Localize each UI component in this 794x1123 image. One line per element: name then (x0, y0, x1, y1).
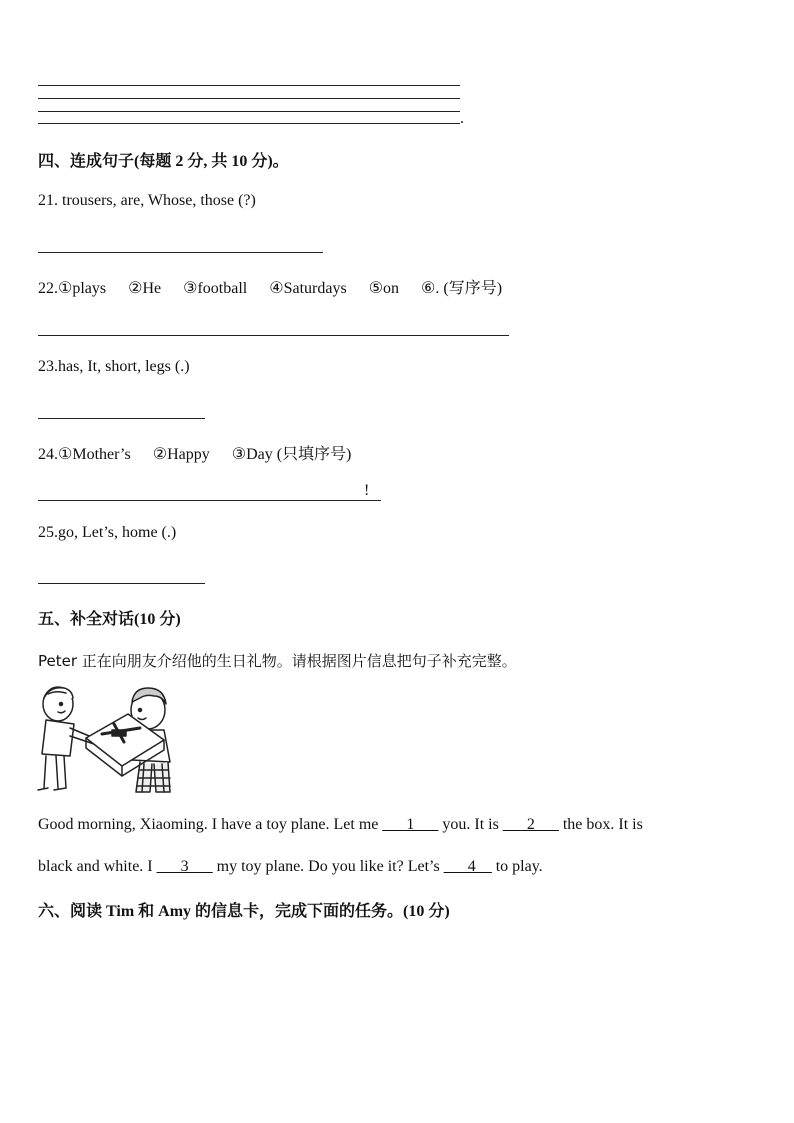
dialogue-1-part-c: the box. It is (558, 816, 643, 833)
answer-line-2 (38, 98, 460, 99)
blank-2[interactable]: ___2___ (502, 816, 559, 833)
answer-line-22[interactable] (38, 335, 509, 336)
answer-line-25[interactable] (38, 583, 205, 584)
section5-instruction: Peter 正在向朋友介绍他的生日礼物。请根据图片信息把句子补充完整。 (38, 652, 517, 670)
question-24-number: 24. (38, 446, 58, 463)
answer-line-end-period: . (460, 110, 464, 127)
question-22-number: 22. (38, 280, 58, 297)
question-23: 23.has, It, short, legs (.) (38, 358, 190, 375)
boys-with-toy-plane-box (36, 684, 186, 800)
dialogue-1-part-a: Good morning, Xiaoming. I have a toy plane. Let me (38, 816, 383, 833)
section4-title: 四、连成句子(每题 2 分, 共 10 分)。 (38, 153, 289, 170)
q22-item-1: ①plays (58, 280, 107, 297)
blank-3[interactable]: ___3___ (156, 858, 213, 875)
q24-item-2: ②Happy (152, 446, 210, 463)
question-22 (38, 275, 502, 298)
question-24 (38, 441, 351, 464)
blank-1[interactable]: ___1___ (382, 816, 439, 833)
section5-title: 五、补全对话(10 分) (38, 611, 181, 628)
blank-4[interactable]: ___4__ (443, 858, 492, 875)
answer-line-3 (38, 111, 460, 112)
dialogue-line-2 (38, 858, 543, 876)
question-25: 25.go, Let’s, home (.) (38, 524, 177, 541)
q24-item-3: ③Day (只填序号) (231, 446, 352, 463)
dialogue-2-part-a: black and white. I (38, 858, 157, 875)
answer-line-21[interactable] (38, 252, 323, 253)
dialogue-line-1 (38, 816, 643, 834)
answer-line-24-exclamation: ! (364, 482, 370, 499)
q24-item-1: ①Mother’s (58, 446, 131, 463)
answer-line-1 (38, 85, 460, 86)
q22-item-5: ⑤on (368, 280, 400, 297)
question-21: 21. trousers, are, Whose, those (?) (38, 192, 256, 209)
q22-item-2: ②He (128, 280, 162, 297)
dialogue-2-part-b: my toy plane. Do you like it? Let’s (212, 858, 444, 875)
q22-item-6: ⑥. (写序号) (421, 280, 503, 297)
dialogue-2-part-c: to play. (491, 858, 543, 875)
answer-line-24[interactable] (38, 500, 381, 501)
q22-item-3: ③football (183, 280, 248, 297)
answer-line-23[interactable] (38, 418, 205, 419)
q22-item-4: ④Saturdays (269, 280, 347, 297)
answer-line-4 (38, 123, 460, 124)
section6-title: 六、阅读 Tim 和 Amy 的信息卡，完成下面的任务。(10 分) (38, 903, 450, 920)
dialogue-1-part-b: you. It is (438, 816, 503, 833)
